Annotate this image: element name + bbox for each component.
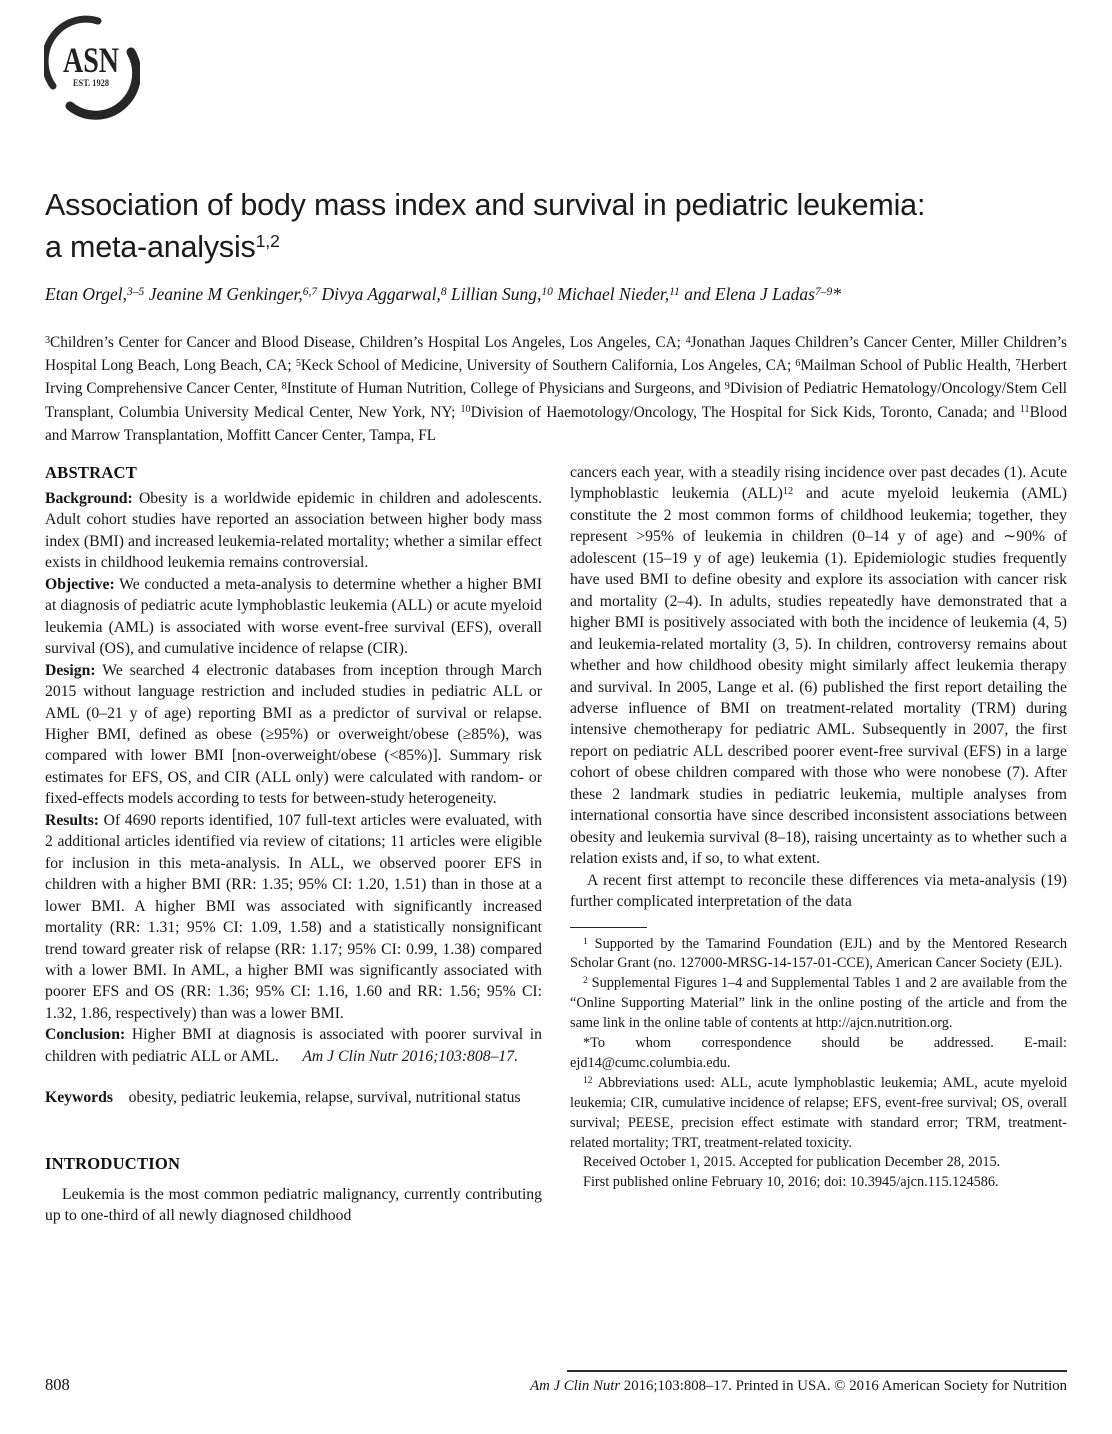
footnote-first-published: First published online February 10, 2016; doi: 10.3945/ajcn.115.124586. [583,1174,999,1191]
introduction-continued-paragraph: cancers each year, with a steadily rising incidence over past decades (1). Acute lymphoblastic leukemia (ALL)$^{12}$ and acute myeloid leukemia (AML) constitute the 2 most common forms of childhood leukemia; together, they represent >95% of leukemia in children (0–14 y of age) and ∼90% of adolescent (15–19 y of age) leukemia (1). Epidemiologic studies frequently have used BMI to define obesity and explore its association with cancer risk and mortality (2–4). In adults, studies repeatedly have demonstrated that a higher BMI is positively associated with both the incidence of leukemia (4, 5) and leukemia-related mortality (3, 5). In children, controversy remains about whether and how childhood obesity might similarly affect leukemia therapy and survival. In 2005, Lange et al. (6) published the first report detailing the adverse influence of BMI on treatment-related mortality (TRM) during intensive chemotherapy for pediatric AML. Subsequently in 2007, the first report on pediatric ALL described poorer event-free survival (EFS) in a large cohort of obese children compared with those who were nonobese (7). After these 2 landmark studies in pediatric leukemia, multiple analyses from international consortia have since described inconsistent associations between obesity and leukemia survival (8–18), raising uncertainty as to whether such a relation exists and, if so, to what extent. [570,464,1067,868]
footer-rule [567,1370,1067,1372]
footnote-abbreviations: $^{12}$ Abbreviations used: ALL, acute lymphoblastic leukemia; AML, acute myeloid leukemia; CIR, cumulative incidence of relapse; EFS, event-free survival; OS, overall survival; PEESE, precision effect estimate with standard error; TRM, treatment-related mortality; TRT, treatment-related toxicity. [570,1074,1067,1151]
article-title [45,184,1067,268]
asn-logo [44,12,140,122]
title-line-2: a meta-analysis [45,230,256,264]
page-number: 808 [45,1375,70,1394]
footnotes-block [570,935,1067,1194]
abstract-design: Design: We searched 4 electronic databases from inception through March 2015 without language restriction and included studies in pediatric ALL or AML (0–21 y of age) reporting BMI as a predictor of survival or relapse. Higher BMI, defined as obese (≥95%) or overweight/obese (≥85%), was compared with lower BMI [non-overweight/obese (<85%)]. Summary risk estimates for EFS, OS, and CIR (ALL only) were calculated with random- or fixed-effects models according to tests for between-study heterogeneity. [45,661,542,808]
introduction-second-paragraph: A recent first attempt to reconcile these differences via meta-analysis (19) further complicated interpretation of the data [570,871,1067,911]
abstract-conclusion: Conclusion: Higher BMI at diagnosis is associated with poorer survival in children with pediatric ALL or AML. Am J Clin Nutr 2016;103:808–17. [45,1026,542,1065]
footnote-received-accepted: Received October 1, 2015. Accepted for publication December 28, 2015. [583,1154,1001,1171]
asn-logo-graphic [44,12,140,122]
introduction-heading: INTRODUCTION [45,1153,181,1173]
introduction-paragraph: Leukemia is the most common pediatric malignancy, currently contributing up to one-third of all newly diagnosed childhood [45,1185,542,1225]
title-line-1: Association of body mass index and survival in pediatric leukemia: [45,188,926,222]
two-column-body [45,462,1067,1227]
right-column [570,462,1067,1227]
footnote-separator-rule [570,927,647,928]
abstract-objective: Objective: We conducted a meta-analysis to determine whether a higher BMI at diagnosis of pediatric acute lymphoblastic leukemia (ALL) or acute myeloid leukemia (AML) is associated with worse event-free survival (EFS), overall survival (OS), and cumulative incidence of relapse (CIR). [45,575,542,658]
footnote-supplemental: $^2$ Supplemental Figures 1–4 and Supplemental Tables 1 and 2 are available from the “Online Supporting Material” link in the online posting of the article and from the same link in the online table of contents at http://ajcn.nutrition.org. [570,975,1067,1032]
author-list: Etan Orgel,$^{3-5}$ Jeanine M Genkinger,$^{6,7}$ Divya Aggarwal,$^8$ Lillian Sung,$^{10}$ Michael Nieder,$^{11}$ and Elena J Ladas$^{7-9}$* [45,284,842,304]
journal-citation: Am J Clin Nutr 2016;103:808–17. Printed in USA. © 2016 American Society for Nutrition [530,1378,1067,1394]
keywords-line: Keywords obesity, pediatric leukemia, relapse, survival, nutritional status [45,1089,521,1107]
footer-row [45,1375,1067,1395]
page-footer [45,1370,1067,1395]
left-column [45,462,542,1227]
logo-acronym: ASN [63,40,119,80]
abstract-heading: ABSTRACT [45,463,137,482]
footnote-funding: $^1$ Supported by the Tamarind Foundation (EJL) and by the Mentored Research Scholar Grant (no. 127000-MRSG-14-157-01-CCE), American Cancer Society (EJL). [570,935,1067,972]
title-footnote-markers: 1,2 [255,231,280,252]
abstract-background: Background: Obesity is a worldwide epidemic in children and adolescents. Adult cohort studies have reported an association between higher body mass index (BMI) and increased leukemia-related mortality; whether a similar effect exists in childhood leukemia remains controversial. [45,490,542,572]
abstract-results: Results: Of 4690 reports identified, 107 full-text articles were evaluated, with 2 additional articles identified via review of citations; 11 articles were eligible for inclusion in this meta-analysis. In ALL, we observed poorer EFS in children with a higher BMI (RR: 1.35; 95% CI: 1.20, 1.51) than in those at a lower BMI. A higher BMI was associated with significantly increased mortality (RR: 1.31; 95% CI: 1.09, 1.58) and a statistically nonsignificant trend toward greater risk of relapse (RR: 1.17; 95% CI: 0.99, 1.38) compared with a lower BMI. In AML, a higher BMI was significantly associated with poorer EFS and OS (RR: 1.36; 95% CI: 1.16, 1.60 and RR: 1.56; 95% CI: 1.32, 1.86, respectively) than was a lower BMI. [45,811,542,1022]
logo-established: EST. 1928 [73,79,110,89]
footnote-correspondence: *To whom correspondence should be addressed. E-mail: ejd14@cumc.columbia.edu. [570,1035,1067,1071]
affiliations: $^3$Children’s Center for Cancer and Blood Disease, Children’s Hospital Los Angeles, Los Angeles, CA; $^4$Jonathan Jaques Children’s Cancer Center, Miller Children’s Hospital Long Beach, Long Beach, CA; $^5$Keck School of Medicine, University of Southern California, Los Angeles, CA; $^6$Mailman School of Public Health, $^7$Herbert Irving Comprehensive Cancer Center, $^8$Institute of Human Nutrition, College of Physicians and Surgeons, and $^9$Division of Pediatric Hematology/Oncology/Stem Cell Transplant, Columbia University Medical Center, New York, NY; $^{10}$Division of Haemotology/Oncology, The Hospital for Sick Kids, Toronto, Canada; and $^{11}$Blood and Marrow Transplantation, Moffitt Cancer Center, Tampa, FL [45,334,1068,444]
